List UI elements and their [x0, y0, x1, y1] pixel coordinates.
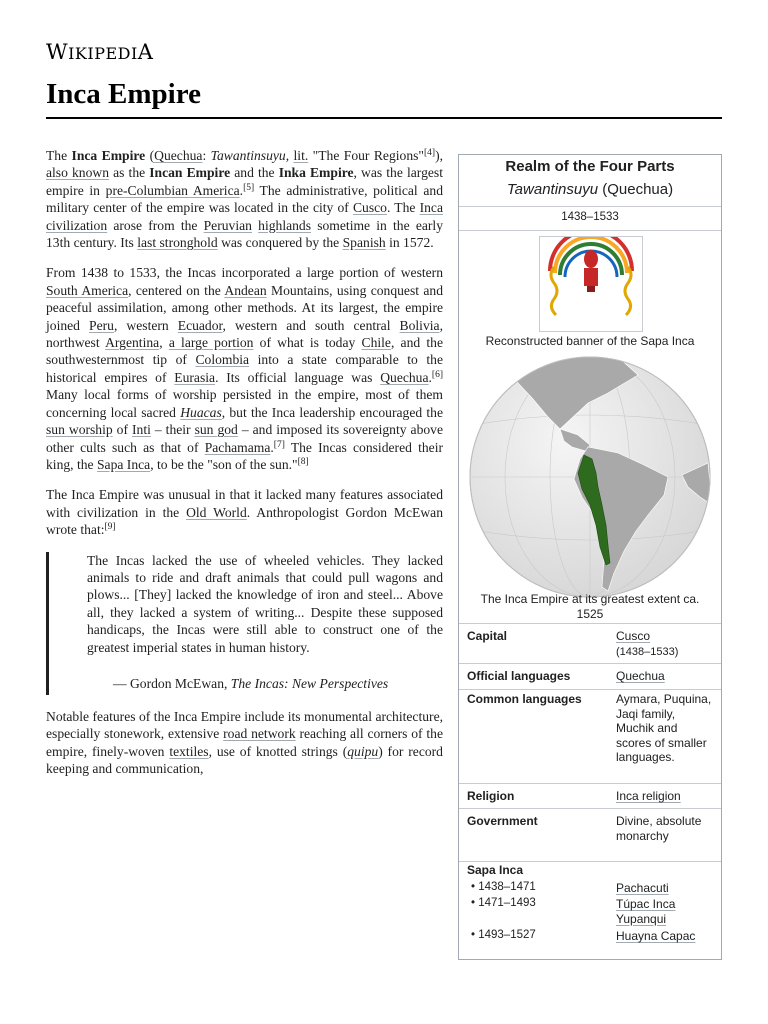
citation-9[interactable]: [9] — [104, 522, 116, 533]
article-body — [46, 147, 443, 791]
link-ruler-huayna-capac[interactable]: Huayna Capac — [616, 929, 696, 943]
link-quechua[interactable]: Quechua — [154, 148, 203, 163]
infobox-divider — [459, 689, 721, 690]
citation-8[interactable]: [8] — [297, 456, 309, 467]
link-spanish[interactable]: Spanish — [342, 235, 386, 251]
link-peru[interactable]: Peru — [89, 317, 114, 333]
quote-text: The Incas lacked the use of wheeled vehicles. They lacked animals to ride and draft animals that could pull wagons and plows... [They] lacked the knowledge of iron and steel... Above all, they lacked a system of writing... Despite these supposed handicaps, the Incas were still able to construct one of the greatest imperial states in human history. — [87, 552, 443, 655]
ruler-years: • 1438–1471 — [471, 881, 536, 893]
link-quechua-language[interactable]: Quechua — [380, 369, 429, 385]
link-a-large-portion[interactable]: a large portion — [168, 335, 254, 351]
page-title: Inca Empire — [46, 78, 201, 110]
wordmark-initial: W — [46, 40, 69, 64]
link-ruler-pachacuti[interactable]: Pachacuti — [616, 881, 669, 895]
link-colombia[interactable]: Colombia — [195, 352, 250, 368]
title-divider — [46, 117, 722, 119]
sapa-inca-label: Sapa Inca — [467, 863, 524, 877]
link-andean[interactable]: Andean — [224, 282, 267, 298]
link-road-network[interactable]: road network — [223, 726, 296, 742]
citation-7[interactable]: [7] — [273, 439, 285, 450]
infobox-divider — [459, 623, 721, 624]
infobox-divider — [459, 663, 721, 664]
common-languages-value: Aymara, Puquina, Jaqi family, Muchik and scores of smaller languages. — [616, 692, 712, 764]
link-ruler-tupac-inca[interactable]: Túpac Inca Yupanqui — [616, 897, 676, 926]
quote-citation: — Gordon McEwan, The Incas: New Perspectives — [113, 675, 389, 691]
religion-value — [616, 789, 716, 804]
paragraph-intro: The Inca Empire (Quechua: Tawantinsuyu, lit. "The Four Regions"[4]), also known as the Incan Empire and the Inka Empire, was the largest empire in pre-Columbian America.[5] The administrative, political and military center of the empire was located in the city of Cusco. The Inca civilization arose from the Peruvian highlands sometime in the early 13th century. Its last stronghold was conquered by the Spanish in 1572. — [46, 148, 443, 251]
infobox-divider — [459, 808, 721, 809]
map-caption: The Inca Empire at its greatest extent ca. 1525 — [480, 592, 700, 621]
paragraph-unusual: The Inca Empire was unusual in that it lacked many features associated with civilization in the Old World. Anthropologist Gordon McEwan wrote that:[9] — [46, 487, 444, 538]
infobox-divider — [459, 206, 721, 207]
wikipedia-wordmark[interactable] — [46, 40, 153, 64]
banner-caption: Reconstructed banner of the Sapa Inca — [485, 334, 695, 348]
link-inca-civilization[interactable]: Inca civilization — [46, 200, 443, 233]
link-also-known[interactable]: also known — [46, 165, 110, 181]
paragraph-features: Notable features of the Inca Empire include its monumental architecture, especially stonework, extensive road network reaching all corners of the empire, finely-woven textiles, use of knotted strings (quipu) for record keeping and communication, — [46, 708, 443, 777]
link-pre-columbian-america[interactable]: pre-Columbian America — [105, 182, 240, 198]
ruler-years: • 1493–1527 — [471, 929, 536, 941]
link-sun-god[interactable]: sun god — [194, 422, 238, 438]
infobox-divider — [459, 230, 721, 231]
link-eurasia[interactable]: Eurasia — [174, 369, 216, 385]
link-chile[interactable]: Chile — [361, 335, 391, 351]
sapa-inca-banner-image[interactable] — [539, 236, 643, 332]
infobox-divider — [459, 861, 721, 862]
ruler-name — [616, 929, 716, 944]
link-capital-cusco[interactable]: Cusco — [616, 629, 651, 643]
link-cusco[interactable]: Cusco — [352, 200, 387, 216]
official-languages-value — [616, 669, 716, 684]
link-peruvian[interactable]: Peruvian — [203, 217, 252, 233]
link-official-quechua[interactable]: Quechua — [616, 669, 665, 683]
link-sun-worship[interactable]: sun worship — [46, 422, 113, 438]
paragraph-extent: From 1438 to 1533, the Incas incorporated a large portion of western South America, centered on the Andean Mountains, using conquest and peaceful assimilation, among other methods. At its largest, the empire joined Peru, western Ecuador, western and south central Bolivia, northwest Argentina, a large portion of what is today Chile, and the southwesternmost tip of Colombia into a state comparable to the historical empires of Eurasia. Its official language was Quechua.[6] Many local forms of worship persisted in the empire, most of them concerning local sacred Huacas, but the Inca leadership encouraged the sun worship of Inti – their sun god – and imposed its sovereignty above other cults such as that of Pachamama.[7] The Incas considered their king, the Sapa Inca, to be the "son of the sun."[8] — [46, 265, 444, 472]
ruler-name — [616, 881, 716, 896]
ruler-name — [616, 897, 716, 926]
wordmark-middle: IKIPEDI — [68, 44, 138, 63]
infobox-title: Realm of the Four Parts — [505, 158, 675, 175]
infobox-years: 1438–1533 — [561, 211, 619, 223]
citation-6[interactable]: [6] — [431, 369, 443, 380]
infobox-native-name: Tawantinsuyu (Quechua) — [506, 181, 674, 198]
infobox — [458, 154, 722, 960]
link-south-america[interactable]: South America — [46, 282, 129, 298]
link-old-world[interactable]: Old World — [186, 504, 247, 520]
link-bolivia[interactable]: Bolivia — [399, 317, 440, 333]
link-quipu[interactable]: quipu — [347, 743, 379, 759]
link-highlands[interactable]: highlands — [258, 217, 312, 233]
government-value: Divine, absolute monarchy — [616, 814, 702, 843]
link-sapa-inca[interactable]: Sapa Inca — [96, 456, 151, 472]
citation-4[interactable]: [4] — [423, 148, 436, 158]
capital-value: Cusco (1438–1533) — [616, 629, 679, 658]
religion-label: Religion — [467, 789, 515, 803]
link-lit[interactable]: lit. — [293, 148, 309, 163]
block-quote — [46, 552, 443, 695]
citation-5[interactable]: [5] — [243, 182, 255, 193]
link-argentina[interactable]: Argentina — [105, 335, 160, 351]
infobox-divider — [459, 783, 721, 784]
wordmark-final: A — [137, 40, 154, 64]
link-inti[interactable]: Inti — [132, 422, 151, 438]
link-last-stronghold[interactable]: last stronghold — [137, 235, 218, 251]
link-pachamama[interactable]: Pachamama — [204, 439, 271, 455]
link-inca-religion[interactable]: Inca religion — [616, 789, 681, 803]
link-ecuador[interactable]: Ecuador — [177, 317, 223, 333]
empire-globe-map[interactable] — [468, 355, 712, 599]
official-languages-label: Official languages — [467, 669, 571, 683]
common-languages-label: Common languages — [467, 692, 582, 706]
ruler-years: • 1471–1493 — [471, 897, 536, 909]
link-textiles[interactable]: textiles — [169, 743, 209, 759]
government-label: Government — [467, 814, 538, 828]
capital-label: Capital — [467, 629, 508, 643]
link-huacas[interactable]: Huacas — [180, 404, 222, 420]
